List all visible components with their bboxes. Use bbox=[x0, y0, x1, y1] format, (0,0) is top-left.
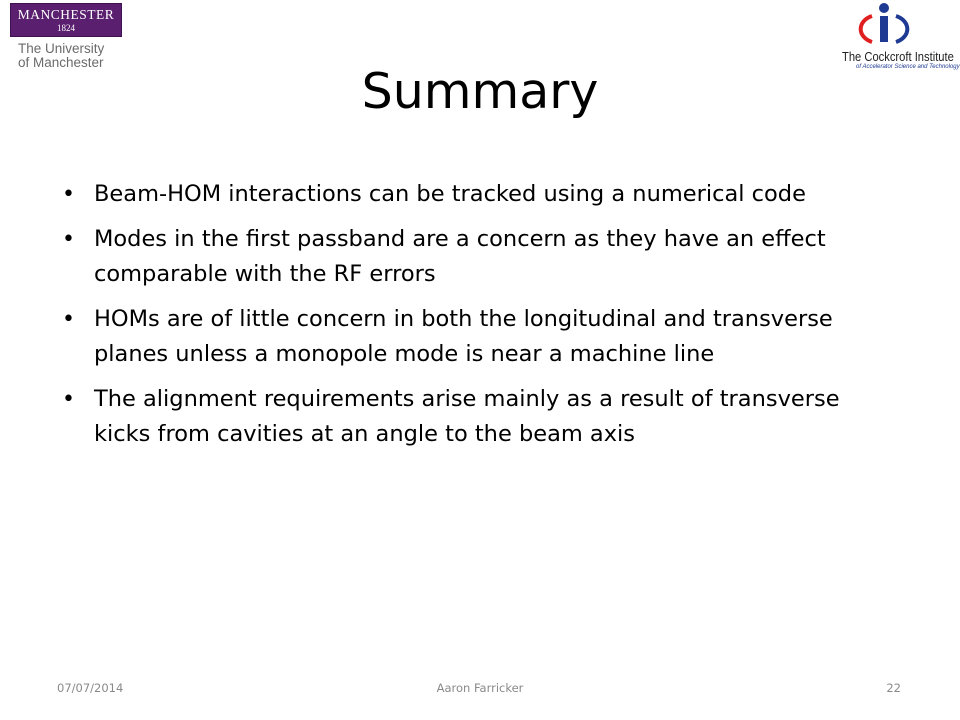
manchester-year: 1824 bbox=[57, 23, 75, 33]
bullet-icon: • bbox=[62, 182, 75, 207]
bullet-icon: • bbox=[62, 387, 75, 412]
cockcroft-tagline: of Accelerator Science and Technology bbox=[856, 64, 960, 70]
manchester-line2: of Manchester bbox=[18, 55, 104, 70]
manchester-line1: The University bbox=[18, 41, 105, 56]
manchester-wordmark: MANCHESTER bbox=[17, 7, 115, 22]
bullet-list bbox=[62, 177, 902, 462]
cockcroft-emblem-icon bbox=[850, 2, 920, 46]
bullet-item bbox=[62, 177, 902, 212]
footer-page-number: 22 bbox=[886, 681, 901, 695]
bullet-item bbox=[62, 302, 902, 372]
bullet-icon: • bbox=[62, 307, 75, 332]
bullet-text: Beam-HOM interactions can be tracked using a numerical code bbox=[94, 181, 806, 207]
bullet-item bbox=[62, 382, 902, 452]
slide-title: Summary bbox=[361, 63, 599, 120]
footer-date: 07/07/2014 bbox=[57, 681, 124, 695]
bullet-text: Modes in the first passband are a concern as they have an effect comparable with the RF errors bbox=[94, 226, 826, 287]
bullet-icon: • bbox=[62, 227, 75, 252]
manchester-wordmark-box bbox=[10, 3, 122, 37]
cockcroft-name: The Cockcroft Institute bbox=[842, 49, 954, 64]
bullet-text: The alignment requirements arise mainly as a result of transverse kicks from cavities at an angle to the beam axis bbox=[94, 386, 840, 447]
bullet-item bbox=[62, 222, 902, 292]
bullet-text: HOMs are of little concern in both the longitudinal and transverse planes unless a monopole mode is near a machine line bbox=[94, 306, 833, 367]
footer-author: Aaron Farricker bbox=[436, 681, 524, 695]
